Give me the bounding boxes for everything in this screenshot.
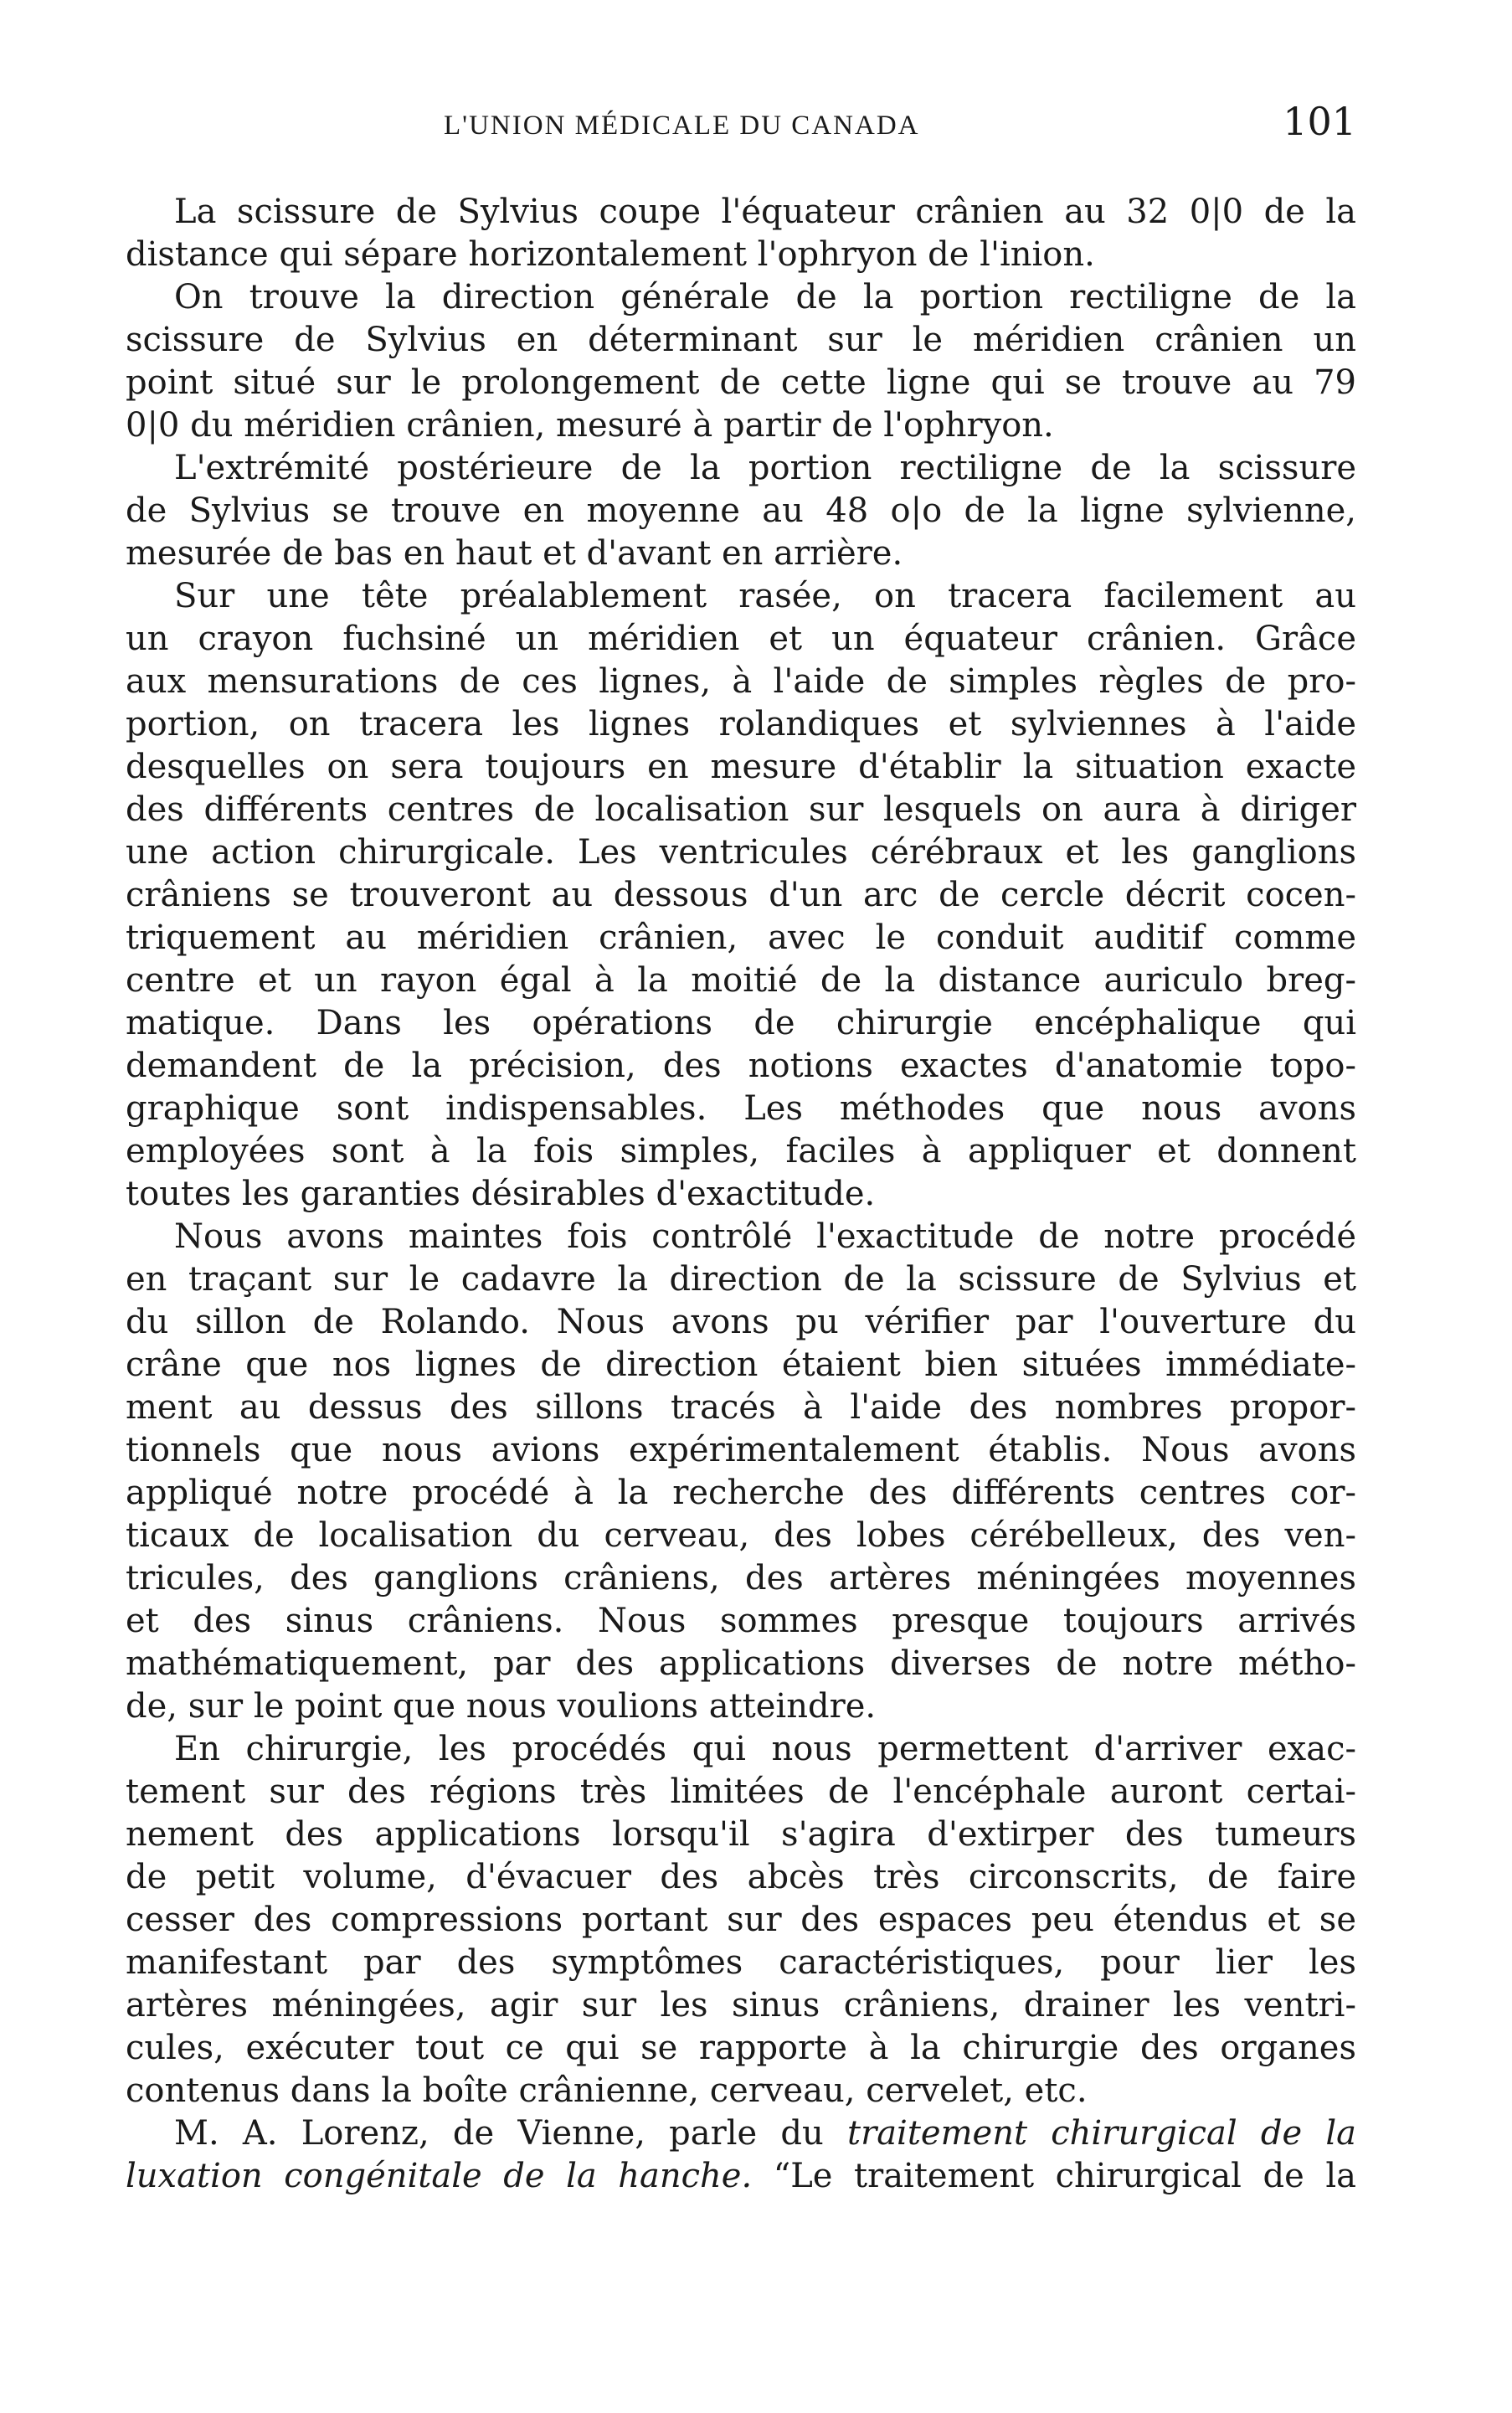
text-line: scissure de Sylvius en déterminant sur le méridien crânien un [126,321,1356,359]
text-line: mathématiquement, par des applications diverses de notre métho- [126,1644,1356,1683]
text-line: crâne que nos lignes de direction étaient bien situées immédiate- [126,1345,1356,1384]
text-line: de Sylvius se trouve en moyenne au 48 o|o de la ligne sylvienne, [126,491,1356,530]
text-line: artères méningées, agir sur les sinus crâniens, drainer les ventri- [126,1986,1356,2025]
text-line: portion, on tracera les lignes rolandiques et sylviennes à l'aide [126,705,1356,743]
text-line: appliqué notre procédé à la recherche des différents centres cor- [126,1474,1356,1512]
text-line: contenus dans la boîte crânienne, cerveau, cervelet, etc. [126,2071,1088,2110]
final-line-1-italic: traitement chirurgical de la [847,2114,1356,2153]
text-line: ment au dessus des sillons tracés à l'aide des nombres propor- [126,1388,1356,1427]
text-line: L'extrémité postérieure de la portion rectiligne de la scissure [174,449,1356,487]
text-line: point situé sur le prolongement de cette ligne qui se trouve au 79 [126,363,1356,402]
text-line: demandent de la précision, des notions exactes d'anatomie topo- [126,1047,1356,1085]
text-line: toutes les garanties désirables d'exactitude. [126,1175,876,1213]
text-line: distance qui sépare horizontalement l'ophryon de l'inion. [126,235,1095,274]
final-line-2-end: “Le traitement chirurgical de la [752,2157,1356,2195]
text-line: Sur une tête préalablement rasée, on tracera facilement au [174,577,1356,615]
text-line: Nous avons maintes fois contrôlé l'exactitude de notre procédé [174,1217,1356,1256]
text-line: des différents centres de localisation sur lesquels on aura à diriger [126,790,1356,829]
text-line: tionnels que nous avions expérimentalement établis. Nous avons [126,1431,1356,1469]
text-line: en traçant sur le cadavre la direction de la scissure de Sylvius et [126,1260,1356,1299]
running-title: L'UNION MÉDICALE DU CANADA [444,111,920,141]
final-line-2-italic: luxation congénitale de la hanche. [126,2157,753,2195]
text-line: triquement au méridien crânien, avec le conduit auditif comme [126,918,1356,957]
text-line: et des sinus crâniens. Nous sommes presque toujours arrivés [126,1602,1356,1640]
text-line: centre et un rayon égal à la moitié de la distance auriculo breg- [126,961,1356,1000]
text-line: du sillon de Rolando. Nous avons pu vérifier par l'ouverture du [126,1303,1356,1341]
text-line: crâniens se trouveront au dessous d'un arc de cercle décrit cocen- [126,876,1356,914]
text-line: de petit volume, d'évacuer des abcès très circonscrits, de faire [126,1858,1356,1896]
text-line: graphique sont indispensables. Les méthodes que nous avons [126,1089,1356,1128]
text-line: desquelles on sera toujours en mesure d'établir la situation exacte [126,748,1356,786]
text-line: mesurée de bas en haut et d'avant en arrière. [126,534,903,573]
text-line: 0|0 du méridien crânien, mesuré à partir de l'ophryon. [126,406,1054,445]
text-line: une action chirurgicale. Les ventricules cérébraux et les ganglions [126,833,1356,872]
text-line: tricules, des ganglions crâniens, des artères méningées moyennes [126,1559,1356,1598]
page-header [126,99,1356,149]
final-line-1-start: M. A. Lorenz, de Vienne, parle du [174,2114,848,2153]
body-text [126,191,1356,2198]
text-line: tement sur des régions très limitées de l'encéphale auront certai- [126,1772,1356,1811]
text-line: cules, exécuter tout ce qui se rapporte à la chirurgie des organes [126,2029,1356,2067]
text-line: un crayon fuchsiné un méridien et un équateur crânien. Grâce [126,620,1356,658]
text-line: aux mensurations de ces lignes, à l'aide de simples règles de pro- [126,662,1356,701]
text-line: cesser des compressions portant sur des espaces peu étendus et se [126,1901,1356,1939]
text-line: La scissure de Sylvius coupe l'équateur crânien au 32 0|0 de la [174,193,1356,231]
text-line-final-1 [126,2112,1356,2155]
text-line: ticaux de localisation du cerveau, des lobes cérébelleux, des ven- [126,1516,1356,1555]
text-line: nement des applications lorsqu'il s'agira d'extirper des tumeurs [126,1815,1356,1854]
text-line: En chirurgie, les procédés qui nous permettent d'arriver exac- [174,1730,1356,1768]
text-line: de, sur le point que nous voulions atteindre. [126,1687,877,1726]
page-number: 101 [1283,99,1356,144]
text-line: matique. Dans les opérations de chirurgie encéphalique qui [126,1004,1356,1042]
text-line: employées sont à la fois simples, faciles à appliquer et donnent [126,1132,1356,1170]
text-line: manifestant par des symptômes caractéristiques, pour lier les [126,1943,1356,1982]
text-line-final-2 [126,2155,1356,2198]
text-line: On trouve la direction générale de la portion rectiligne de la [174,278,1356,316]
